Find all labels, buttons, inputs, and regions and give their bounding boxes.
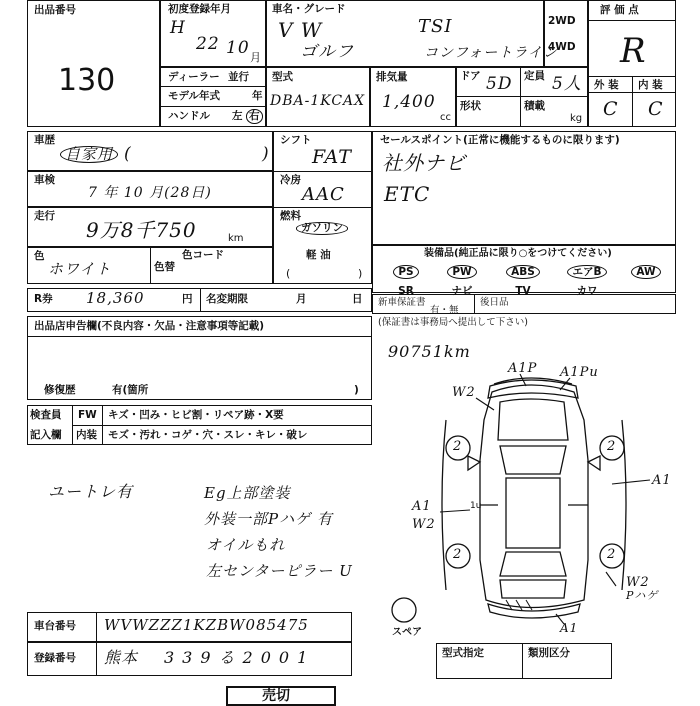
- equip-sub: カワ: [576, 285, 598, 297]
- handle-label: ハンドル: [168, 110, 210, 122]
- km-unit: km: [228, 233, 244, 244]
- model-year-label: モデル年式: [168, 90, 220, 102]
- equip-code: PS: [393, 265, 418, 279]
- car-body-outline: [480, 385, 588, 608]
- fuel-label: 燃料: [280, 210, 301, 222]
- warranty-date-label: 後日品: [480, 297, 509, 308]
- handle-left: 左: [232, 110, 243, 122]
- load-label: 積載: [524, 100, 545, 112]
- type-value: DBA-1KCAX: [270, 93, 366, 109]
- tire-label-fr: 2: [607, 439, 617, 454]
- maker-value: V W: [278, 18, 323, 42]
- repair-close: ): [354, 384, 359, 396]
- inspector-label-2: 記入欄: [30, 429, 62, 441]
- color-change-label: 色替: [154, 261, 175, 273]
- year-label: 年: [252, 90, 263, 102]
- tire-label-rl: 2: [453, 547, 463, 562]
- dealer-label: ディーラー: [168, 71, 220, 83]
- first-reg-label: 初度登録年月: [168, 3, 231, 15]
- kg-unit: kg: [570, 113, 583, 124]
- type-label: 型式: [272, 71, 293, 83]
- shaken-label: 車検: [34, 174, 55, 186]
- note-left: ユートレ有: [48, 482, 134, 501]
- first-reg-month: 10: [226, 38, 250, 58]
- mirror-right: [588, 456, 600, 470]
- selling-point-1: 社外ナビ: [382, 151, 466, 175]
- drive-4wd: 4WD: [548, 41, 576, 53]
- diagram-w2-left: W2: [412, 517, 436, 532]
- color-label: 色: [34, 250, 45, 262]
- shape-label: 形状: [460, 100, 481, 112]
- shift-label: シフト: [280, 134, 312, 146]
- tire-label-rr: 2: [607, 547, 617, 562]
- drive-2wd: 2WD: [548, 15, 576, 27]
- first-reg-era: H: [170, 18, 186, 38]
- equip-sub: ナビ: [451, 285, 473, 297]
- inspector-label-1: 検査員: [30, 409, 62, 421]
- warranty-options: 有・無: [430, 305, 459, 316]
- shift-value: FAT: [312, 146, 352, 168]
- diagram-p-hage: Pハゲ: [626, 589, 659, 602]
- diagram-a1p: A1P: [508, 361, 538, 376]
- equip-code: AW: [631, 265, 660, 279]
- capacity-value: 5人: [552, 74, 582, 94]
- fuel-value: ガソリン: [296, 222, 348, 235]
- rear-window: [500, 552, 566, 576]
- inspector-inside: 内装: [76, 429, 97, 441]
- inspector-row-2: モズ・汚れ・コゲ・穴・スレ・キレ・破レ: [108, 429, 308, 441]
- diagram-scratch: 1u: [470, 501, 482, 511]
- note-line-4: 左センターピラー U: [206, 562, 353, 580]
- diagram-a1-bottom: A1: [560, 621, 579, 635]
- recycle-label: R券: [34, 293, 53, 305]
- selling-point-2: ETC: [384, 182, 431, 206]
- equip-sub: TV: [515, 285, 531, 297]
- first-reg-year: 22: [196, 34, 220, 54]
- note-line-1: Eg上部塗装: [204, 484, 291, 502]
- side-left: [442, 420, 446, 590]
- ac-label: 冷房: [280, 174, 301, 186]
- model-name: ゴルフ: [300, 42, 354, 62]
- displacement-value: 1,400: [382, 92, 436, 112]
- exterior-label: 外 装: [594, 79, 619, 91]
- maker-label: 車名・グレード: [272, 3, 346, 15]
- chassis-label: 車台番号: [34, 620, 76, 632]
- category-label: 類別区分: [528, 647, 570, 659]
- door-label: ドア: [460, 70, 481, 82]
- type-spec-label: 型式指定: [442, 647, 484, 659]
- grade-top: TSI: [418, 16, 453, 37]
- warranty-label: 新車保証書: [378, 297, 426, 308]
- mileage-value: 9万8千750: [86, 218, 197, 242]
- declaration-title: 出品店申告欄(不良内容・欠品・注意事項等記載): [34, 320, 265, 332]
- fuel-paren-close: ): [358, 267, 363, 280]
- registration-area: 熊本: [104, 648, 139, 667]
- rear-bumper: [488, 604, 580, 618]
- sold-stamp: 売切: [262, 688, 290, 704]
- history-value: 自家用: [60, 146, 118, 163]
- interior-label: 内 装: [638, 79, 663, 91]
- diagram-a1-pu: A1Pu: [560, 365, 599, 380]
- selling-points-title: セールスポイント(正常に機能するものに限ります): [380, 134, 620, 146]
- registration-value: 339る2001: [164, 648, 316, 667]
- cc-unit: cc: [440, 112, 451, 123]
- name-change-day: 日: [352, 293, 363, 305]
- tire-label-fl: 2: [453, 439, 463, 454]
- warranty-note: (保証書は事務局へ提出して下さい): [378, 317, 528, 328]
- diagram-mileage-note: 90751km: [388, 342, 471, 361]
- lot-number: 130: [58, 63, 116, 98]
- diagram-w2-top: W2: [452, 385, 476, 400]
- eval-label: 評 価 点: [600, 4, 639, 16]
- eval-score: R: [620, 31, 647, 71]
- inspector-row-1: キズ・凹み・ヒビ割・リペア跡・X要: [108, 409, 284, 421]
- repair-label: 修復歴: [44, 384, 76, 396]
- equipment-title: 装備品(純正品に限り○をつけてください): [424, 248, 612, 259]
- displacement-label: 排気量: [376, 71, 408, 83]
- fuel-paren-open: (: [286, 267, 291, 280]
- door-value: 5D: [486, 74, 513, 94]
- diagram-a1-left: A1: [412, 499, 432, 514]
- exterior-grade: C: [603, 98, 619, 120]
- capacity-label: 定員: [524, 70, 545, 82]
- history-paren-open: (: [124, 144, 132, 164]
- inspector-fw: FW: [78, 409, 97, 421]
- trunk: [500, 580, 566, 598]
- shaken-value: 7 年 10 月(28日): [88, 185, 212, 201]
- light-oil-label: 軽 油: [306, 249, 331, 261]
- import-label: 並行: [228, 71, 249, 83]
- lot-label: 出品番号: [34, 4, 76, 16]
- history-label: 車歴: [34, 134, 55, 146]
- diagram-a1-right: A1: [652, 473, 672, 488]
- history-paren-close: ): [262, 144, 270, 164]
- mileage-label: 走行: [34, 210, 55, 222]
- mirror-left: [468, 456, 480, 470]
- color-code-label: 色コード: [182, 249, 224, 261]
- interior-grade: C: [648, 98, 664, 120]
- diagram-w2-bottom: W2: [626, 575, 650, 590]
- note-line-2: 外装一部Pハゲ 有: [204, 510, 333, 528]
- spare-label: スペア: [392, 627, 422, 638]
- recycle-value: 18,360: [86, 289, 145, 307]
- recycle-yen: 円: [182, 293, 193, 305]
- repair-value: 有(箇所: [112, 384, 149, 396]
- equip-code: エアB: [567, 265, 606, 279]
- registration-label: 登録番号: [34, 652, 76, 664]
- grade-value: コンフォートライン: [424, 45, 558, 61]
- name-change-month: 月: [296, 293, 307, 305]
- roof: [506, 478, 560, 548]
- spare-wheel: [392, 598, 416, 622]
- equip-sub: SR: [398, 285, 414, 297]
- handle-right: 右: [246, 109, 263, 124]
- hood: [498, 399, 568, 440]
- color-value: ホワイト: [48, 260, 112, 278]
- chassis-value: WVWZZZ1KZBW085475: [104, 616, 309, 634]
- note-line-3: オイルもれ: [206, 536, 286, 554]
- name-change-label: 名変期限: [206, 293, 248, 305]
- equip-code: PW: [447, 265, 476, 279]
- month-unit: 月: [250, 51, 261, 64]
- windshield: [500, 446, 566, 474]
- ac-value: AAC: [302, 184, 345, 205]
- equip-code: ABS: [506, 265, 540, 279]
